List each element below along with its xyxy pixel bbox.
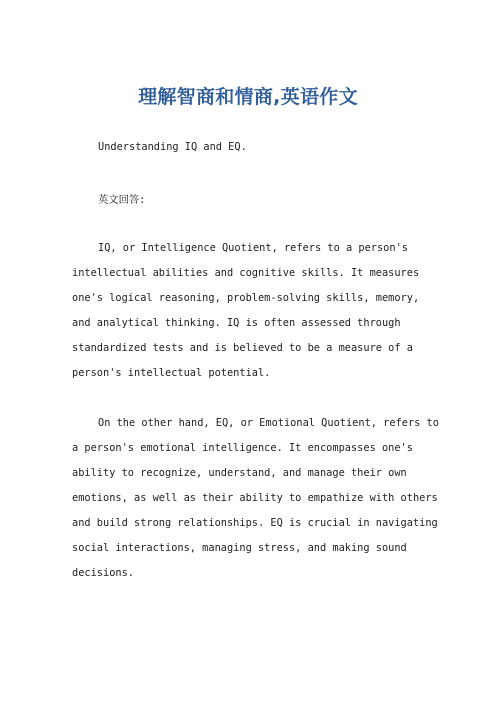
paragraph-2-line: a person's emotional intelligence. It encompasses one's [72, 442, 413, 454]
paragraph-1-line: one's logical reasoning, problem-solving skills, memory, [72, 292, 420, 304]
paragraph-1-line: intellectual abilities and cognitive skills. It measures [72, 267, 420, 279]
paragraph-1-line: standardized tests and is believed to be a measure of a [72, 342, 413, 354]
document-title: 理解智商和情商,英语作文 [138, 86, 358, 108]
paragraph-2-line: On the other hand, EQ, or Emotional Quotient, refers to [98, 417, 439, 429]
document-subtitle: Understanding IQ and EQ. [98, 141, 247, 153]
answer-label: 英文回答: [98, 194, 146, 206]
paragraph-2-line: emotions, as well as their ability to empathize with others [72, 492, 438, 504]
paragraph-2-line: decisions. [72, 567, 134, 579]
paragraph-2-line: social interactions, managing stress, and making sound [72, 542, 407, 554]
paragraph-1-line: and analytical thinking. IQ is often assessed through [72, 317, 401, 329]
paragraph-2-line: ability to recognize, understand, and manage their own [72, 467, 407, 479]
paragraph-1-line: person's intellectual potential. [72, 367, 271, 379]
paragraph-1-line: IQ, or Intelligence Quotient, refers to a person's [98, 242, 408, 254]
paragraph-2-line: and build strong relationships. EQ is crucial in navigating [72, 517, 438, 529]
